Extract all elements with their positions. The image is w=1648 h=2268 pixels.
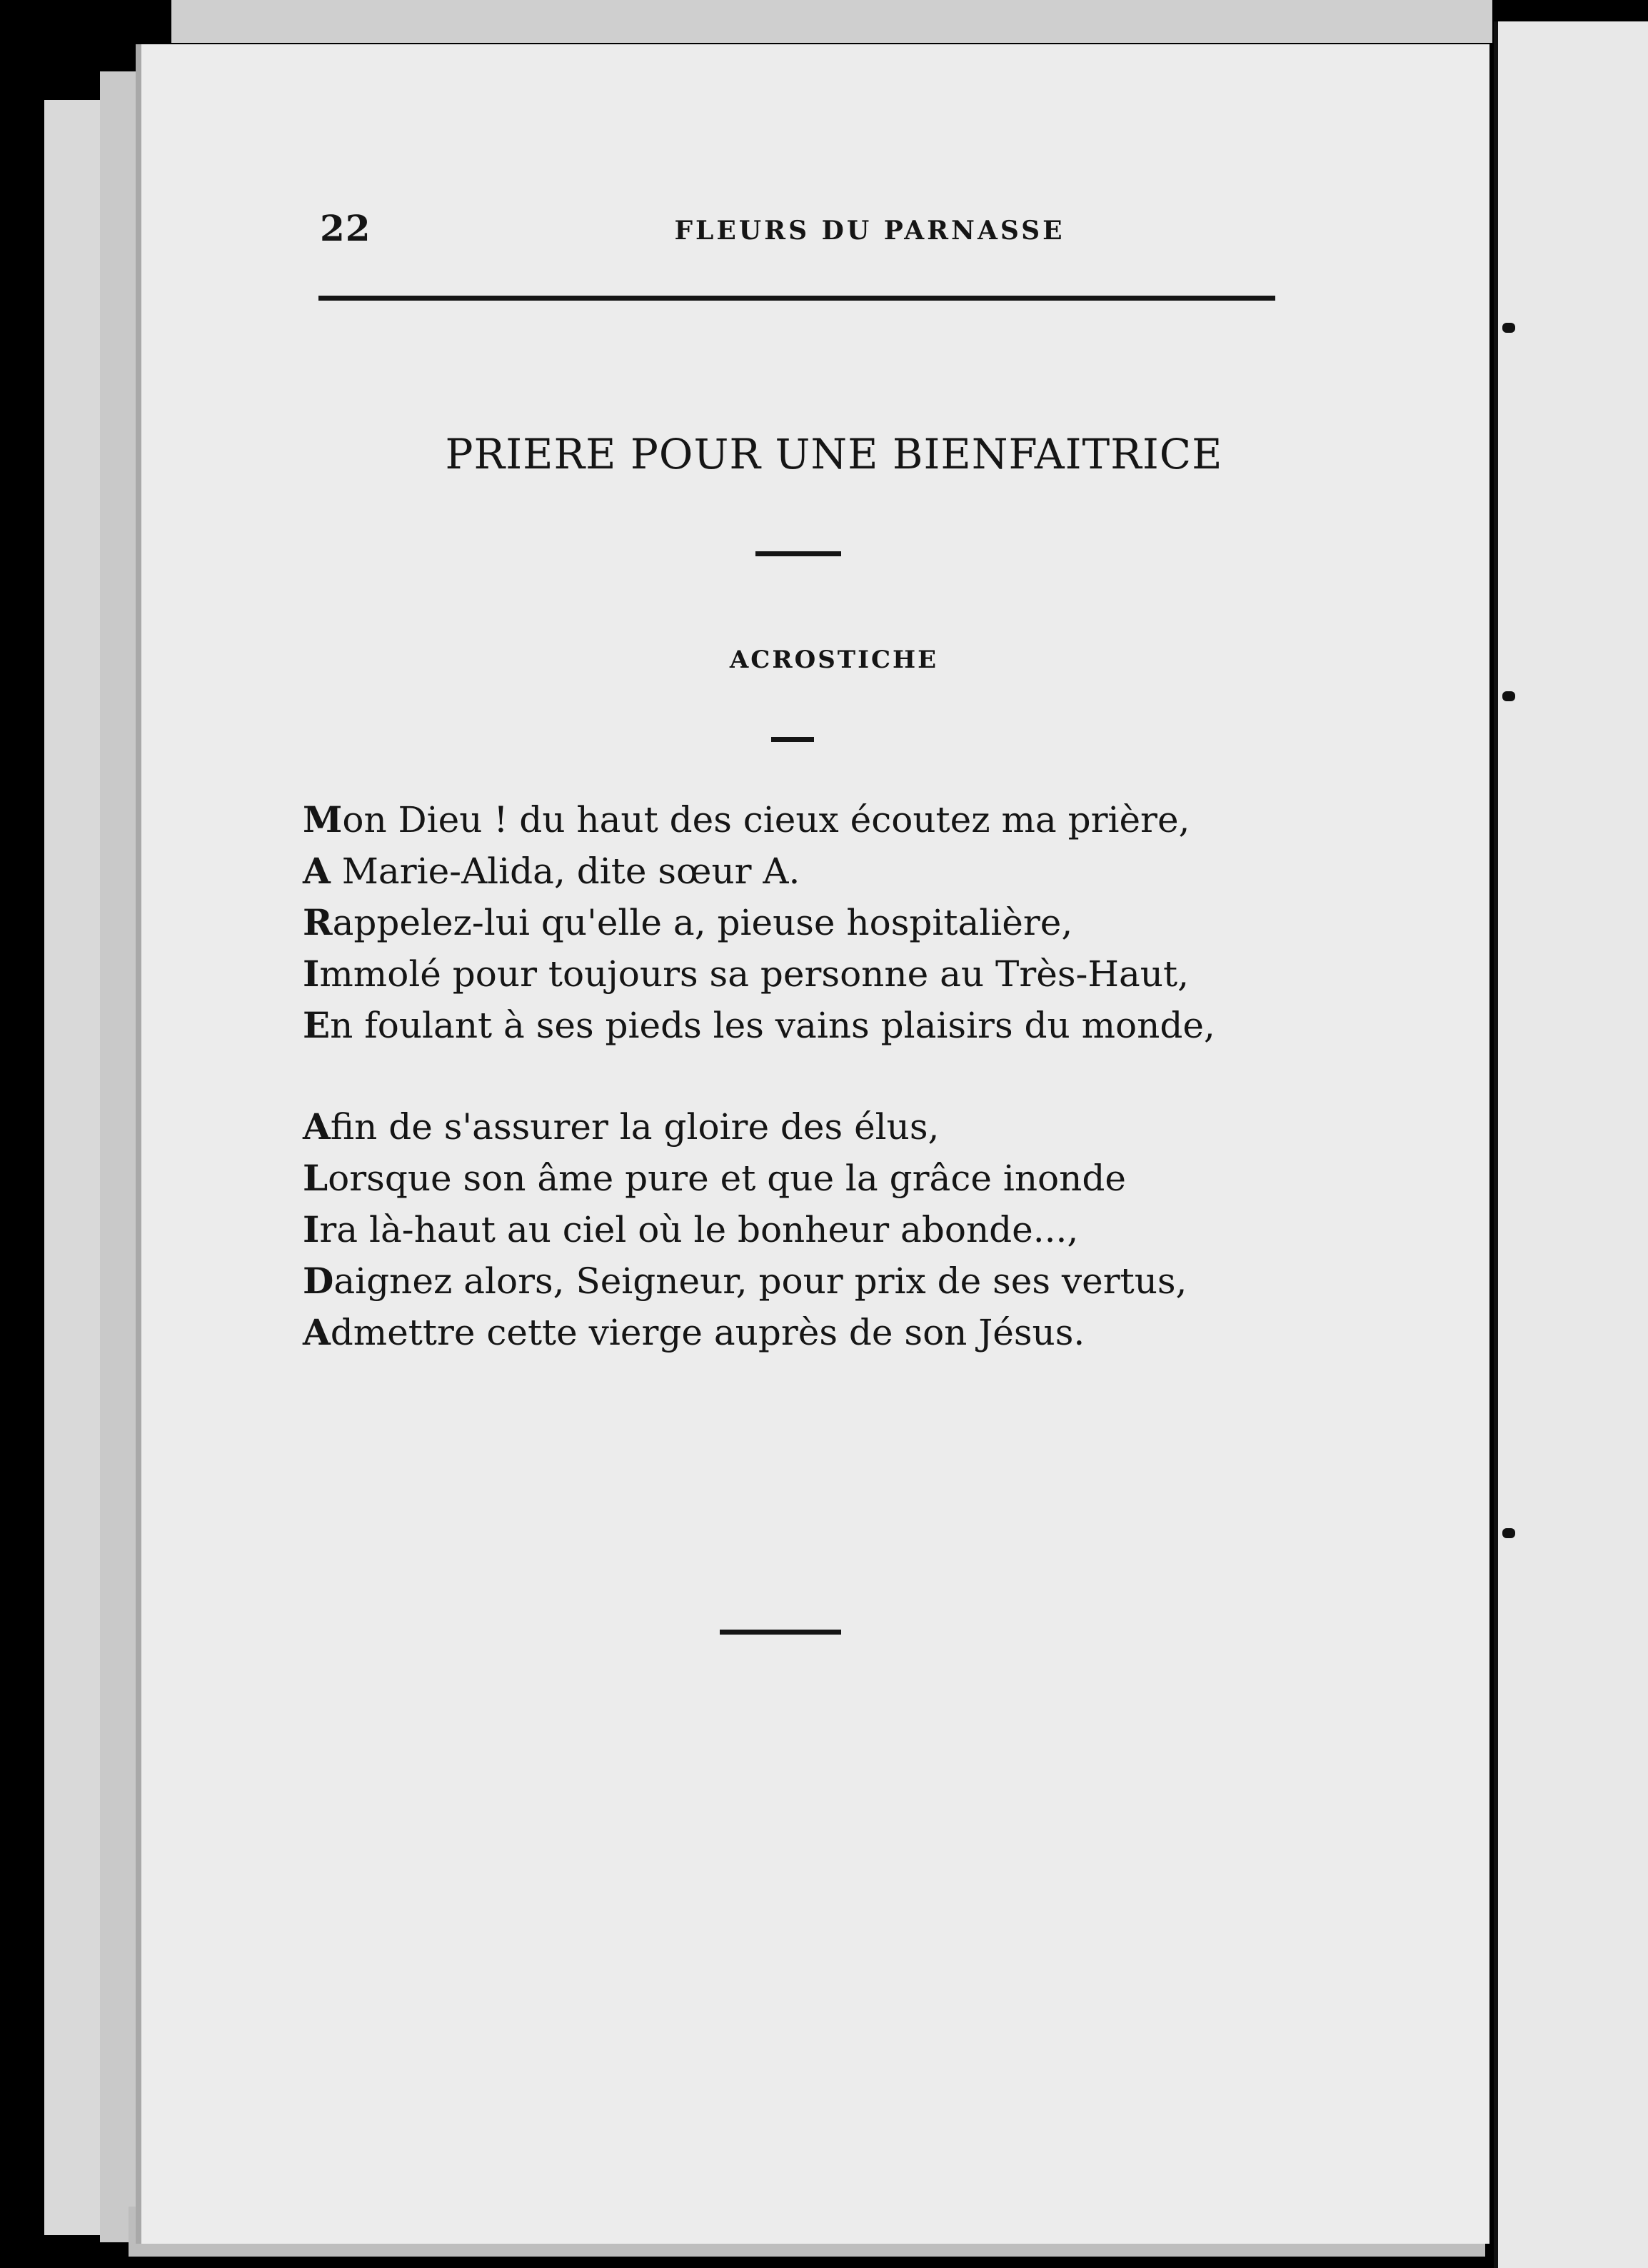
acrostic-initial: M: [303, 798, 343, 841]
verse-line: [303, 897, 1360, 948]
verse-line: [303, 1307, 1360, 1358]
acrostic-initial: I: [303, 1208, 320, 1250]
poem-title: PRIERE POUR UNE BIENFAITRICE: [445, 430, 1223, 478]
verse-text: fin de s'assurer la gloire des élus,: [330, 1106, 940, 1148]
verse-text: orsque son âme pure et que la grâce inonde: [328, 1158, 1126, 1199]
verse-line: [303, 1255, 1360, 1307]
acrostic-initial: A: [303, 1105, 331, 1148]
verse-text: ra là-haut au ciel où le bonheur abonde...,: [319, 1209, 1079, 1250]
acrostic-initial: A: [303, 850, 331, 892]
verse-line: [303, 1101, 1360, 1153]
header-rule: [318, 296, 1275, 301]
verse-line: [303, 948, 1360, 1000]
running-head: [320, 207, 1420, 250]
facing-page-edge: [1494, 21, 1648, 2268]
verse-text: appelez-lui qu'elle a, pieuse hospitalière,: [332, 902, 1073, 943]
poem-subtitle: ACROSTICHE: [729, 646, 939, 674]
acrostic-initial: D: [303, 1260, 334, 1302]
underlying-page-top: [171, 0, 1492, 43]
page-number: 22: [320, 207, 371, 249]
acrostic-initial: L: [303, 1157, 328, 1199]
subtitle-divider: [771, 737, 814, 742]
facing-page-mark: [1502, 1528, 1515, 1538]
verse-line: [303, 846, 1360, 897]
acrostic-initial: A: [303, 1311, 331, 1353]
verse-line: [303, 1204, 1360, 1255]
end-divider: [720, 1630, 841, 1635]
verse-text: on Dieu ! du haut des cieux écoutez ma prière,: [342, 799, 1190, 841]
verse-text: Marie-Alida, dite sœur A.: [330, 850, 800, 892]
verse-line: [303, 1000, 1360, 1051]
running-title: FLEURS DU PARNASSE: [674, 216, 1065, 246]
verse-text: mmolé pour toujours sa personne au Très-Haut,: [319, 953, 1189, 995]
acrostic-initial: R: [303, 901, 333, 943]
book-page: [141, 44, 1489, 2244]
facing-page-mark: [1502, 323, 1515, 333]
title-divider: [755, 551, 841, 556]
acrostic-initial: I: [303, 953, 320, 995]
verse-line: [303, 794, 1360, 846]
stanza-2: [303, 1101, 1360, 1358]
stanza-1: [303, 794, 1360, 1051]
acrostic-initial: E: [303, 1004, 331, 1046]
verse-text: dmettre cette vierge auprès de son Jésus.: [330, 1312, 1085, 1353]
verse-line: [303, 1153, 1360, 1204]
verse-text: n foulant à ses pieds les vains plaisirs du monde,: [330, 1005, 1215, 1046]
verse-text: aignez alors, Seigneur, pour prix de ses vertus,: [333, 1260, 1187, 1302]
facing-page-mark: [1502, 691, 1515, 701]
